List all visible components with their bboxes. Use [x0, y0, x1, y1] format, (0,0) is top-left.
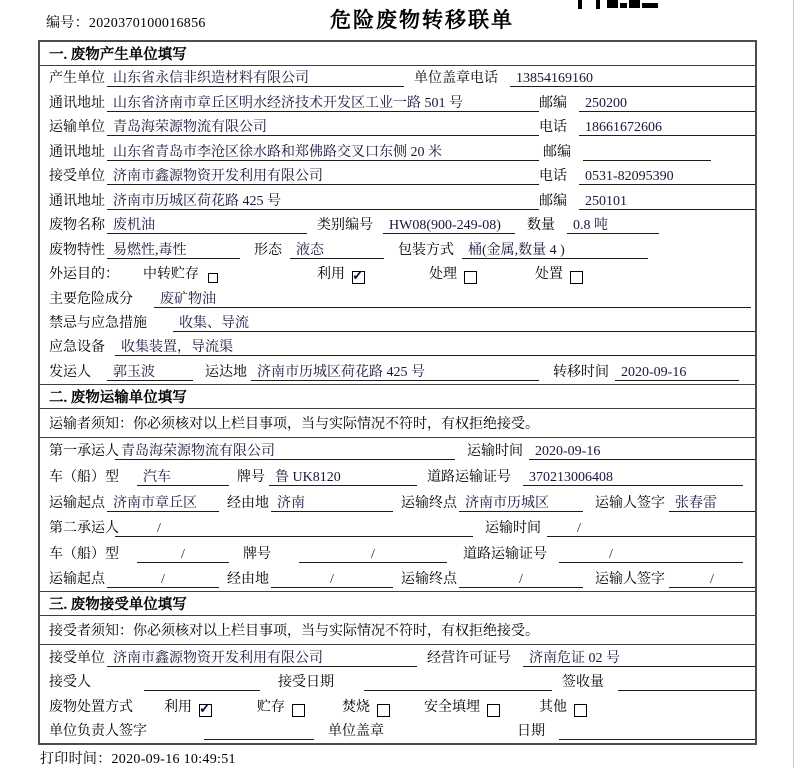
unit-stamp2-label: 单位盖章	[328, 724, 384, 740]
disposal-option-incinerate[interactable]: 焚烧	[342, 699, 424, 716]
transporter-address-row: 通讯地址 山东省青岛市李沧区徐水路和郑佛路交叉口东侧 20 米 邮编	[40, 139, 755, 163]
purpose-option-transfer[interactable]: 中转贮存	[143, 266, 317, 283]
manifest-form	[38, 40, 757, 745]
waste-name-field[interactable]: 废机油	[107, 217, 307, 234]
head-signature-row: 单位负责人签字 单位盖章 日期	[40, 719, 755, 744]
accept-unit-row: 接受单位 济南市鑫源物资开发利用有限公司 经营许可证号 济南危证 02 号	[40, 645, 755, 670]
form-field[interactable]: 液态	[290, 242, 384, 259]
shipper-field[interactable]: 郭玉波	[107, 364, 193, 381]
via2-field[interactable]: /	[271, 571, 393, 588]
disposal-other-checkbox[interactable]	[574, 704, 587, 717]
vehicle2-field[interactable]: /	[137, 546, 229, 563]
print-time: 打印时间：2020-09-16 10:49:51	[40, 752, 236, 767]
producer-field[interactable]: 山东省永信非织造材料有限公司	[107, 70, 404, 87]
equipment-field[interactable]: 收集装置，导流渠	[115, 339, 755, 356]
acceptor-field[interactable]	[144, 674, 260, 691]
receiver-zip-field[interactable]: 250101	[579, 193, 755, 210]
transport-time2-field[interactable]: /	[547, 520, 755, 537]
vehicle2-row: 车（船）型 / 牌号 / 道路运输证号 /	[40, 540, 755, 566]
receiver-address-field[interactable]: 济南市历城区荷花路 425 号	[107, 193, 539, 210]
section2-header: 二. 废物运输单位填写	[40, 384, 755, 409]
transfer-time-field[interactable]: 2020-09-16	[615, 364, 739, 381]
disposal-option-other[interactable]: 其他	[539, 699, 587, 716]
receiver-row: 接受单位 济南市鑫源物资开发利用有限公司 电话 0531-82095390	[40, 164, 755, 188]
producer-label: 产生单位	[49, 71, 105, 87]
producer-address-field[interactable]: 山东省济南市章丘区明水经济技术开发区工业一路 501 号	[107, 95, 539, 112]
transporter-row: 运输单位 青岛海荣源物流有限公司 电话 18661672606	[40, 115, 755, 139]
receiver-address-row: 通讯地址 济南市历城区荷花路 425 号 邮编 250101	[40, 188, 755, 212]
producer-phone-field[interactable]: 13854169160	[510, 70, 755, 87]
treat-checkbox[interactable]	[464, 271, 477, 284]
route2-row: 运输起点 / 经由地 / 运输终点 / 运输人签字 /	[40, 566, 755, 592]
disposal-option-landfill[interactable]: 安全填埋	[424, 699, 539, 716]
receiver-notice: 接受者须知：你必须核对以上栏目事项，当与实际情况不符时，有权拒绝接受。	[40, 616, 755, 645]
permit2-field[interactable]: /	[559, 546, 743, 563]
shipper-row: 发运人 郭玉波 运达地 济南市历城区荷花路 425 号 转移时间 2020-09-16	[40, 359, 755, 383]
category-field[interactable]: HW08(900-249-08)	[383, 217, 515, 234]
date2-field[interactable]	[559, 723, 755, 740]
character-field[interactable]: 易燃性,毒性	[107, 242, 240, 259]
purpose-option-utilize[interactable]: 利用 ✓	[317, 266, 429, 283]
hazard-field[interactable]: 废矿物油	[154, 291, 751, 308]
transport-time1-field[interactable]: 2020-09-16	[529, 443, 755, 460]
carrier1-field[interactable]: 青岛海荣源物流有限公司	[115, 443, 455, 460]
taboo-row: 禁忌与应急措施 收集、导流	[40, 311, 755, 335]
vehicle1-field[interactable]: 汽车	[137, 469, 229, 486]
destination-field[interactable]: 济南市历城区荷花路 425 号	[251, 364, 539, 381]
receiver-phone-field[interactable]: 0531-82095390	[579, 168, 755, 185]
page-edge-line	[793, 0, 794, 768]
end2-field[interactable]: /	[459, 571, 583, 588]
producer-zip-field[interactable]: 250200	[579, 95, 755, 112]
accept-unit-field[interactable]: 济南市鑫源物资开发利用有限公司	[107, 650, 417, 667]
disposal-row: 废物处置方式 利用 ✓ 贮存 焚烧 安全填埋 其他	[40, 694, 755, 719]
disposal-option-store[interactable]: 贮存	[257, 699, 342, 716]
accept-date-field[interactable]	[364, 674, 552, 691]
serial-number: 编号：2020370100016856	[46, 16, 206, 31]
plate1-field[interactable]: 鲁 UK8120	[269, 469, 417, 486]
sign1-field[interactable]: 张春雷	[669, 495, 755, 512]
utilize-checkbox[interactable]	[352, 271, 365, 284]
end1-field[interactable]: 济南市历城区	[459, 495, 583, 512]
transporter-zip-field[interactable]	[583, 144, 711, 161]
via1-field[interactable]: 济南	[271, 495, 393, 512]
origin1-field[interactable]: 济南市章丘区	[107, 495, 219, 512]
waste-name-row: 废物名称 废机油 类别编号 HW08(900-249-08) 数量 0.8 吨	[40, 213, 755, 237]
plate2-field[interactable]: /	[299, 546, 447, 563]
transporter-phone-field[interactable]: 18661672606	[579, 119, 755, 136]
acceptor-row: 接受人 接受日期 签收量	[40, 670, 755, 695]
signed-amount-field[interactable]	[618, 674, 755, 691]
section1-header: 一. 废物产生单位填写	[40, 42, 755, 66]
hazard-row: 主要危险成分 废矿物油	[40, 286, 755, 310]
transporter-address-field[interactable]: 山东省青岛市李沧区徐水路和郑佛路交叉口东侧 20 米	[107, 144, 539, 161]
dispose-checkbox[interactable]	[570, 271, 583, 284]
producer-row	[40, 66, 755, 90]
head-signature-field[interactable]	[204, 723, 314, 740]
disposal-landfill-checkbox[interactable]	[487, 704, 500, 717]
transfer-checkbox[interactable]	[208, 273, 218, 283]
purpose-option-dispose[interactable]: 处置	[535, 266, 583, 283]
purpose-row: 外运目的： 中转贮存 利用 ✓ 处理 处置	[40, 262, 755, 286]
route1-row: 运输起点 济南市章丘区 经由地 济南 运输终点 济南市历城区 运输人签字 张春雷	[40, 489, 755, 515]
transporter-field[interactable]: 青岛海荣源物流有限公司	[107, 119, 539, 136]
waste-character-row: 废物特性 易燃性,毒性 形态 液态 包装方式 桶(金属,数量 4 )	[40, 237, 755, 261]
permit1-field[interactable]: 370213006408	[523, 469, 743, 486]
disposal-incinerate-checkbox[interactable]	[377, 704, 390, 717]
disposal-utilize-checkbox[interactable]	[199, 704, 212, 717]
vehicle1-row: 车（船）型 汽车 牌号 鲁 UK8120 道路运输证号 370213006408	[40, 463, 755, 489]
qr-code-fragment	[578, 0, 662, 9]
producer-address-row: 通讯地址 山东省济南市章丘区明水经济技术开发区工业一路 501 号 邮编 250200	[40, 90, 755, 114]
origin2-field[interactable]: /	[107, 571, 219, 588]
section3-header: 三. 废物接受单位填写	[40, 591, 755, 616]
packing-field[interactable]: 桶(金属,数量 4 )	[462, 242, 648, 259]
equipment-row: 应急设备 收集装置，导流渠	[40, 335, 755, 359]
carrier2-row: 第二承运人 / 运输时间 /	[40, 515, 755, 541]
unit-stamp-label: 单位盖章	[414, 71, 470, 87]
sign2-field[interactable]: /	[669, 571, 755, 588]
taboo-field[interactable]: 收集、导流	[173, 315, 755, 332]
page-title: 危险废物转移联单	[330, 9, 514, 32]
disposal-option-utilize[interactable]: 利用 ✓	[164, 699, 257, 716]
receiver-field[interactable]: 济南市鑫源物资开发利用有限公司	[107, 168, 539, 185]
purpose-option-treat[interactable]: 处理	[429, 266, 535, 283]
carrier1-row: 第一承运人 青岛海荣源物流有限公司 运输时间 2020-09-16	[40, 438, 755, 464]
disposal-store-checkbox[interactable]	[292, 704, 305, 717]
carrier2-field[interactable]: /	[115, 520, 473, 537]
transporter-notice: 运输者须知：你必须核对以上栏目事项，当与实际情况不符时，有权拒绝接受。	[40, 409, 755, 438]
license-field[interactable]: 济南危证 02 号	[523, 650, 755, 667]
phone-label: 电话	[470, 71, 498, 87]
quantity-field[interactable]: 0.8 吨	[567, 217, 659, 234]
